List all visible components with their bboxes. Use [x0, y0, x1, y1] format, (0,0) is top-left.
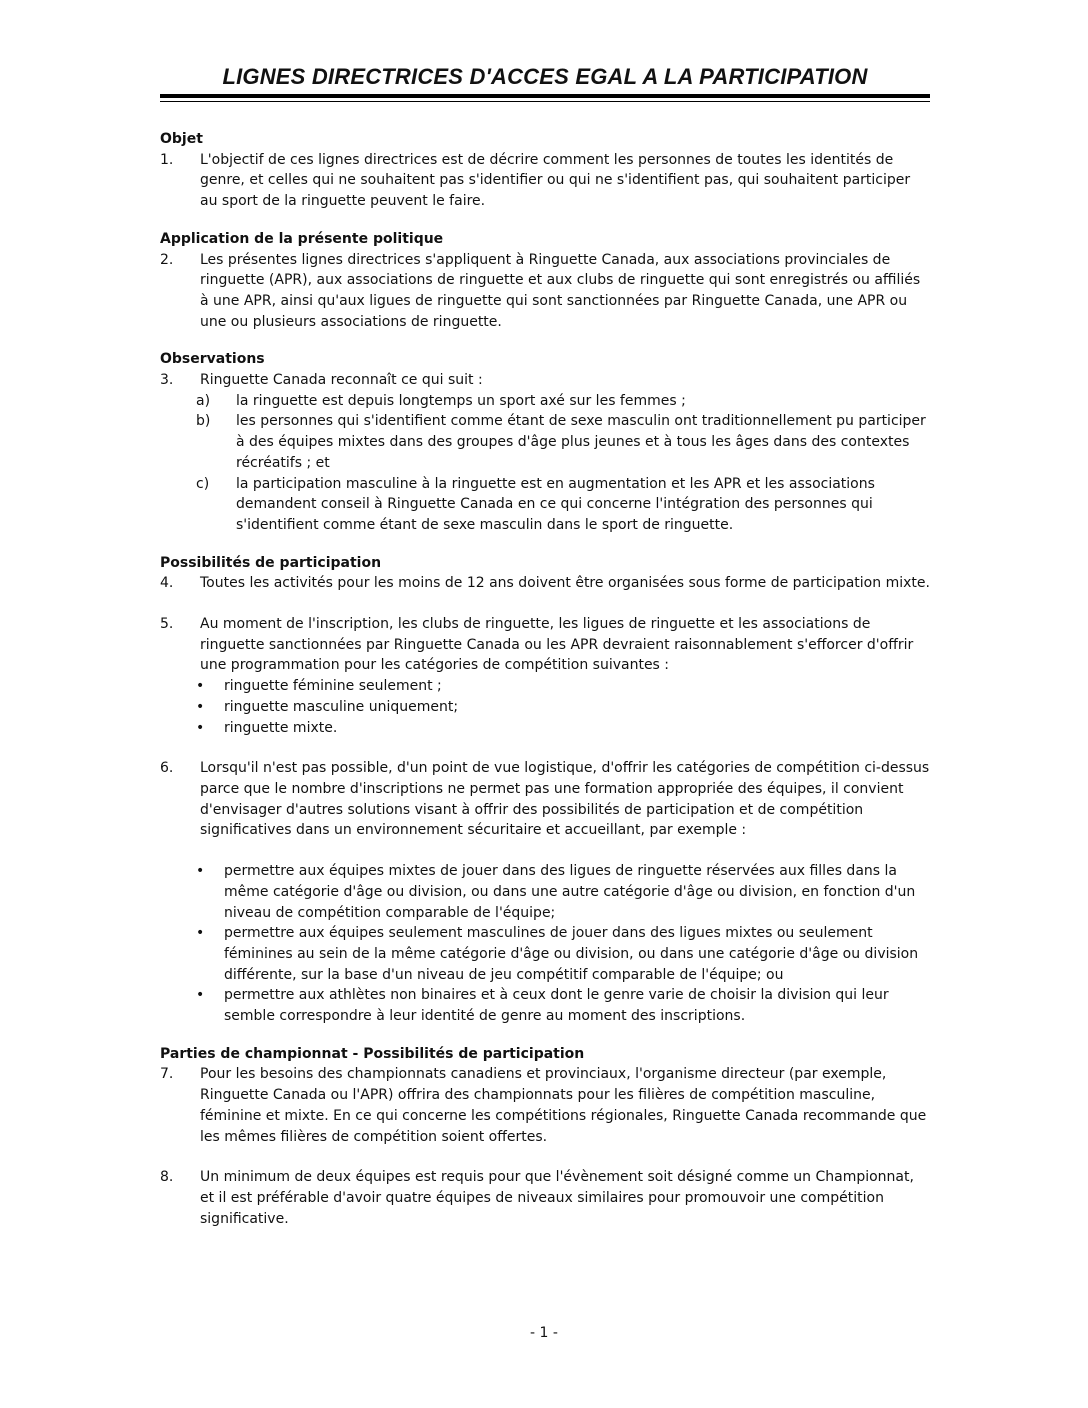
paragraph-number: 7.	[160, 1066, 174, 1083]
paragraph-4	[160, 573, 930, 594]
section-heading: Objet	[160, 131, 203, 147]
paragraph-3	[160, 370, 930, 391]
paragraph-8	[160, 1167, 930, 1229]
bullet-text: ringuette mixte.	[224, 719, 338, 736]
paragraph-6	[160, 758, 930, 841]
paragraph-number: 8.	[160, 1169, 174, 1186]
section-application	[160, 229, 930, 333]
bullet-item	[160, 718, 930, 739]
paragraph-1	[160, 150, 930, 212]
paragraph-text: Lorsqu'il n'est pas possible, d'un point de vue logistique, d'offrir les catégories de compétition ci-dessus parce que le nombre d'inscriptions ne permet pas une formation appropriée des équipes, il convient d'envisager d'autres solutions visant à offrir des possibilités de participation et de compétition significatives dans un environnement sécuritaire et accueillant, par exemple :	[200, 760, 930, 839]
paragraph-5	[160, 614, 930, 676]
page-number: - 1 -	[530, 1325, 558, 1341]
bullet-text: ringuette féminine seulement ;	[224, 678, 442, 695]
section-heading: Application de la présente politique	[160, 230, 444, 247]
paragraph-number: 3.	[160, 372, 174, 389]
bullet-icon: •	[196, 698, 205, 715]
bullet-icon: •	[196, 678, 205, 695]
bullet-item	[160, 861, 930, 923]
paragraph-number: 4.	[160, 575, 174, 592]
paragraph-2	[160, 250, 930, 333]
bullet-item	[160, 923, 930, 985]
paragraph-text: Un minimum de deux équipes est requis pour que l'évènement soit désigné comme un Championnat, et il est préférable d'avoir quatre équipes de niveaux similaires pour promouvoir une compétition significative.	[200, 1169, 914, 1227]
paragraph-text: Pour les besoins des championnats canadiens et provinciaux, l'organisme directeur (par exemple, Ringuette Canada ou l'APR) offrira des championnats pour les filières de compétition masculine, féminine et mixte. En ce qui concerne les compétitions régionales, Ringuette Canada recommande que les mêmes filières de compétition soient offertes.	[200, 1066, 927, 1145]
sub-item-text: les personnes qui s'identifient comme étant de sexe masculin ont traditionnellement pu participer à des équipes mixtes dans des groupes d'âge plus jeunes et à tous les âges dans des contextes récréatifs ; et	[236, 413, 926, 471]
bullet-icon: •	[196, 863, 205, 880]
paragraph-7	[160, 1064, 930, 1147]
section-possibilites	[160, 553, 930, 1027]
bullet-text: permettre aux athlètes non binaires et à ceux dont le genre varie de choisir la division qui leur semble correspondre à leur identité de genre au moment des inscriptions.	[224, 987, 889, 1025]
section-heading: Observations	[160, 351, 265, 368]
paragraph-text: Ringuette Canada reconnaît ce qui suit :	[200, 372, 483, 389]
paragraph-text: L'objectif de ces lignes directrices est de décrire comment les personnes de toutes les identités de genre, et celles qui ne souhaitent pas s'identifier ou qui ne s'identifient pas, qui souhaitent participer au sport de la ringuette peuvent le faire.	[200, 151, 911, 210]
sub-item-c	[160, 474, 930, 536]
sub-item-letter: a)	[196, 392, 211, 409]
bullet-text: permettre aux équipes seulement masculines de jouer dans des ligues mixtes ou seulement féminines au sein de la même catégorie d'âge ou division, ou dans une catégorie d'âge ou division différente, sur la base d'un niveau de jeu compétitif comparable de l'équipe; ou	[224, 925, 919, 983]
bullet-icon: •	[196, 987, 205, 1004]
sub-item-a	[160, 391, 930, 412]
paragraph-text: Toutes les activités pour les moins de 12 ans doivent être organisées sous forme de participation mixte.	[200, 575, 930, 592]
bullet-item	[160, 697, 930, 718]
sub-item-b	[160, 411, 930, 473]
sub-item-letter: b)	[196, 413, 211, 430]
title-underline-thick	[160, 94, 930, 98]
section-heading: Parties de championnat - Possibilités de participation	[160, 1045, 585, 1062]
section-championnat	[160, 1044, 930, 1230]
paragraph-text: Au moment de l'inscription, les clubs de ringuette, les ligues de ringuette et les associations de ringuette sanctionnées par Ringuette Canada ou les APR devraient raisonnablement s'efforcer d'offrir une programmation pour les catégories de compétition suivantes :	[200, 616, 914, 674]
section-observations	[160, 349, 930, 535]
document-body	[160, 129, 930, 1246]
section-heading: Possibilités de participation	[160, 554, 382, 571]
bullet-item	[160, 985, 930, 1026]
document-title: LIGNES DIRECTRICES D'ACCES EGAL A LA PARTICIPATION	[222, 64, 868, 89]
bullet-item	[160, 676, 930, 697]
bullet-icon: •	[196, 719, 205, 736]
sub-item-letter: c)	[196, 475, 210, 492]
paragraph-number: 6.	[160, 760, 174, 777]
title-underline-thin	[160, 101, 930, 102]
paragraph-number: 1.	[160, 151, 174, 168]
section-objet	[160, 129, 930, 212]
bullet-text: permettre aux équipes mixtes de jouer dans des ligues de ringuette réservées aux filles dans la même catégorie d'âge ou division, ou dans une autre catégorie d'âge ou division, en fonction d'un niveau de compétition comparable de l'équipe;	[224, 863, 916, 921]
bullet-text: ringuette masculine uniquement;	[224, 698, 459, 715]
sub-item-text: la participation masculine à la ringuette est en augmentation et les APR et les associations demandent conseil à Ringuette Canada en ce qui concerne l'intégration des personnes qui s'identifient comme étant de sexe masculin dans le sport de ringuette.	[236, 475, 875, 533]
bullet-icon: •	[196, 925, 205, 942]
sub-item-text: la ringuette est depuis longtemps un sport axé sur les femmes ;	[236, 392, 686, 409]
paragraph-text: Les présentes lignes directrices s'appliquent à Ringuette Canada, aux associations provinciales de ringuette (APR), aux associations de ringuette et aux clubs de ringuette qui sont enregistrés ou affiliés à une APR, ainsi qu'aux ligues de ringuette qui sont sanctionnées par Ringuette Canada, une APR ou une ou plusieurs associations de ringuette.	[200, 251, 921, 330]
paragraph-number: 2.	[160, 251, 174, 268]
paragraph-number: 5.	[160, 616, 174, 633]
